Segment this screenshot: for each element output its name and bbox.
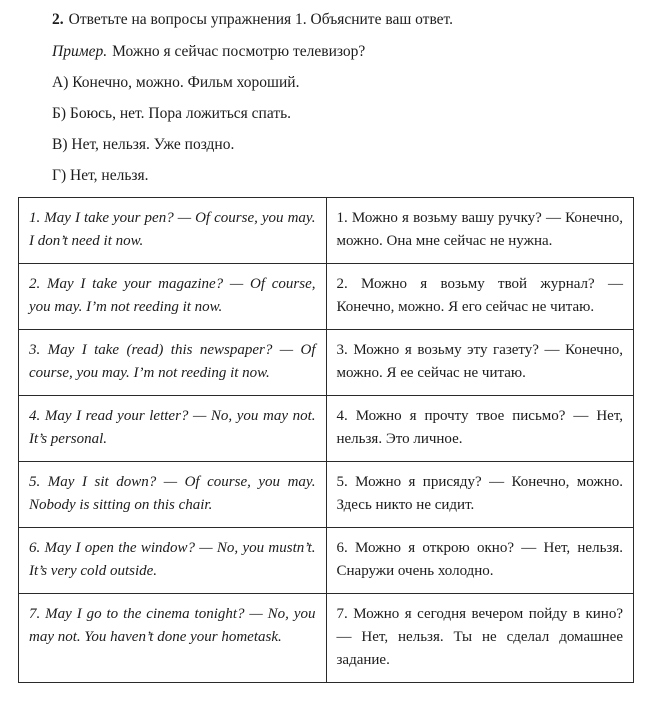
option-v: В) Нет, нельзя. Уже поздно. <box>52 136 235 153</box>
russian-cell: 5. Можно я присяду? — Конечно, можно. Здесь никто не сидит. <box>326 462 634 528</box>
example-text: Можно я сейчас посмотрю телевизор? <box>112 43 366 60</box>
english-cell: 7. May I go to the cinema tonight? — No, you may not. You haven’t done your hometask. <box>19 594 327 683</box>
option-g: Г) Нет, нельзя. <box>52 167 149 184</box>
task-header <box>52 10 624 29</box>
english-cell: 1. May I take your pen? — Of course, you may. I don’t need it now. <box>19 198 327 264</box>
example-label: Пример. <box>52 43 108 60</box>
russian-cell: 2. Можно я возьму твой журнал? — Конечно, можно. Я его сейчас не читаю. <box>326 264 634 330</box>
option-b: Б) Боюсь, нет. Пора ложиться спать. <box>52 105 292 122</box>
example-line <box>52 42 624 61</box>
russian-cell: 6. Можно я открою окно? — Нет, нельзя. Снаружи очень холодно. <box>326 528 634 594</box>
option-a: А) Конечно, можно. Фильм хороший. <box>52 74 300 91</box>
english-cell: 3. May I take (read) this newspaper? — Of course, you may. I’m not reeding it now. <box>19 330 327 396</box>
english-cell: 4. May I read your letter? — No, you may not. It’s personal. <box>19 396 327 462</box>
table-row <box>19 528 634 594</box>
task-number: 2. <box>52 11 64 28</box>
table-row <box>19 594 634 683</box>
table-row <box>19 198 634 264</box>
task-text: Ответьте на вопросы упражнения 1. Объясните ваш ответ. <box>68 11 454 28</box>
english-cell: 2. May I take your magazine? — Of course, you may. I’m not reeding it now. <box>19 264 327 330</box>
russian-cell: 4. Можно я прочту твое письмо? — Нет, нельзя. Это личное. <box>326 396 634 462</box>
table-row <box>19 462 634 528</box>
english-cell: 5. May I sit down? — Of course, you may. Nobody is sitting on this chair. <box>19 462 327 528</box>
table-row <box>19 396 634 462</box>
russian-cell: 3. Можно я возьму эту газету? — Конечно, можно. Я ее сейчас не читаю. <box>326 330 634 396</box>
answers-table <box>18 197 634 683</box>
header-block <box>18 10 634 185</box>
russian-cell: 7. Можно я сегодня вечером пойду в кино? — Нет, нельзя. Ты не сделал домашнее задание. <box>326 594 634 683</box>
table-row <box>19 264 634 330</box>
russian-cell: 1. Можно я возьму вашу ручку? — Конечно, можно. Она мне сейчас не нужна. <box>326 198 634 264</box>
table-row <box>19 330 634 396</box>
english-cell: 6. May I open the window? — No, you mustn’t. It’s very cold outside. <box>19 528 327 594</box>
